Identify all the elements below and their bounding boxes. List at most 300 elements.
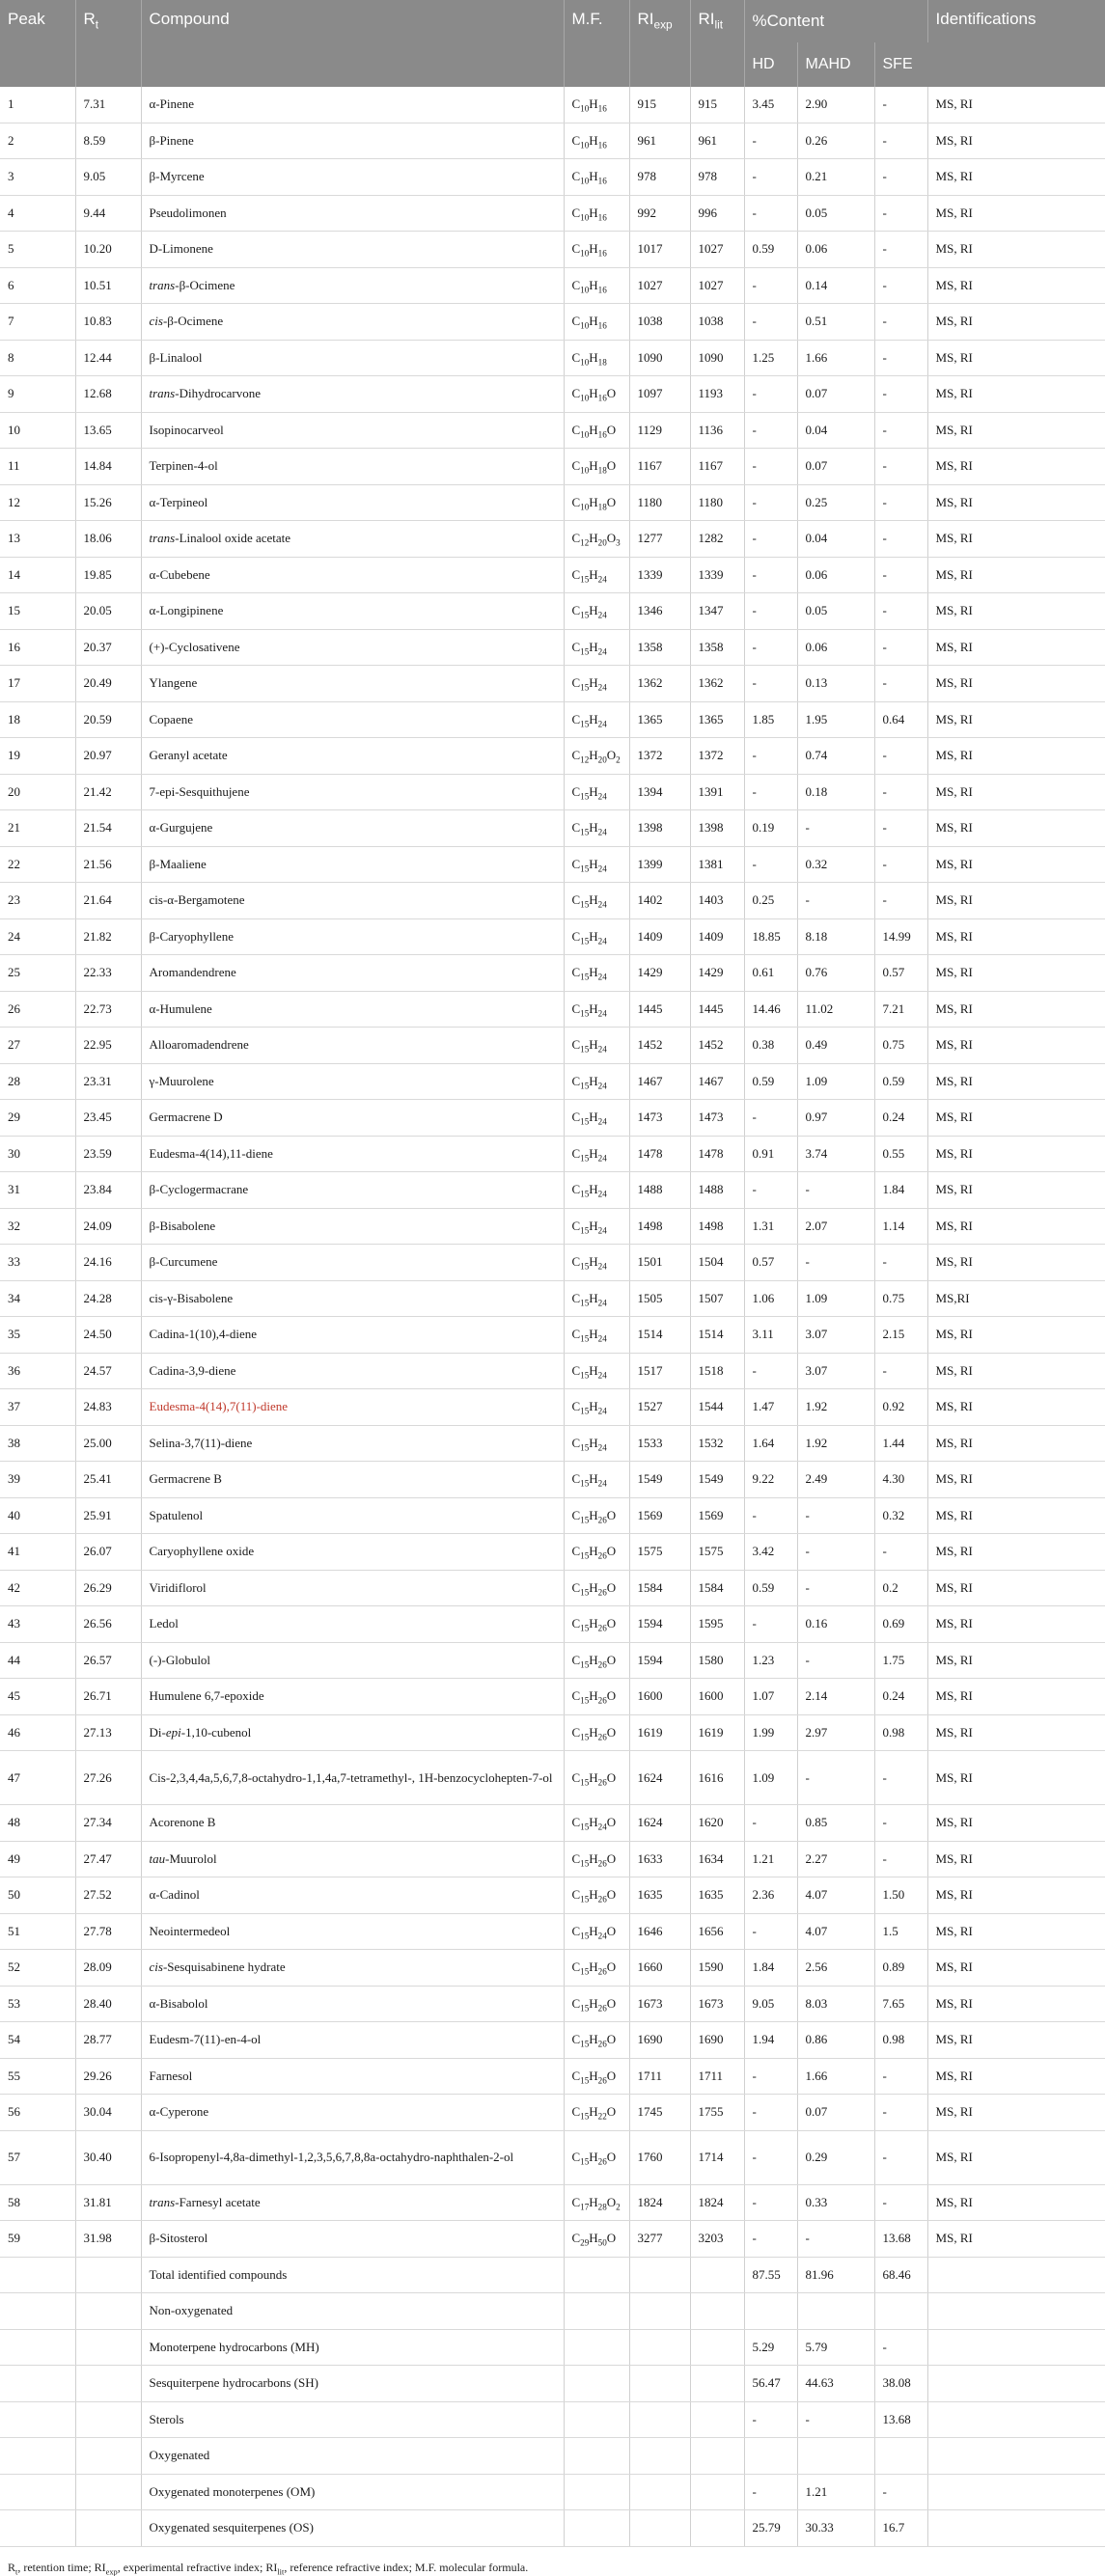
cell-compound: γ-Muurolene (141, 1063, 564, 1100)
cell-identifications: MS, RI (927, 232, 1105, 268)
cell-rt: 20.97 (75, 738, 141, 775)
cell-rt: 22.73 (75, 991, 141, 1028)
cell-mf (564, 1950, 629, 1987)
mf-count: 26 (597, 2075, 607, 2086)
cell-mahd: 81.96 (797, 2257, 874, 2293)
cell-sfe: - (874, 629, 927, 666)
cell-sfe: - (874, 774, 927, 810)
cell-rt (75, 2329, 141, 2366)
cell-compound: Cadina-3,9-diene (141, 1353, 564, 1389)
mf-count: 15 (580, 1550, 590, 1561)
mf-count: 18 (597, 357, 607, 368)
cell-mf (564, 449, 629, 485)
cell-sfe: 0.24 (874, 1100, 927, 1137)
cell-compound: Alloaromadendrene (141, 1028, 564, 1064)
table-row (0, 2401, 1105, 2438)
cell-hd: 1.94 (744, 2022, 797, 2059)
cell-ri-exp: 1180 (629, 484, 690, 521)
cell-ri-exp: 1488 (629, 1172, 690, 1209)
cell-rt: 10.83 (75, 304, 141, 341)
mf-count: 15 (580, 682, 590, 693)
cell-identifications: MS, RI (927, 1642, 1105, 1679)
cell-mf (564, 701, 629, 738)
mf-count: 24 (597, 610, 607, 620)
cell-rt: 30.40 (75, 2130, 141, 2184)
cell-ri-lit: 1600 (690, 1679, 744, 1715)
mf-element: H (589, 1815, 598, 1830)
cell-ri-exp: 915 (629, 87, 690, 123)
cell-hd: 1.85 (744, 701, 797, 738)
cell-hd: 1.25 (744, 340, 797, 376)
cell-mf (564, 1425, 629, 1462)
cell-identifications: MS, RI (927, 593, 1105, 630)
cell-ri-exp (629, 2510, 690, 2547)
cell-identifications (927, 2510, 1105, 2547)
cell-compound: α-Bisabolol (141, 1986, 564, 2022)
cell-mahd: 3.74 (797, 1136, 874, 1172)
compound-part: trans (149, 386, 176, 401)
cell-hd: - (744, 1805, 797, 1842)
cell-rt: 20.37 (75, 629, 141, 666)
table-row (0, 2130, 1105, 2184)
cell-compound: β-Sitosterol (141, 2221, 564, 2258)
cell-mf (564, 1570, 629, 1606)
mf-count: 24 (597, 1478, 607, 1489)
mf-count: 16 (597, 103, 607, 114)
cell-ri-exp: 1429 (629, 955, 690, 992)
cell-identifications: MS, RI (927, 376, 1105, 413)
cell-hd: - (744, 2095, 797, 2131)
mf-element: C (571, 1724, 581, 1740)
cell-mahd: - (797, 1172, 874, 1209)
table-header (0, 0, 1105, 87)
cell-rt: 19.85 (75, 557, 141, 593)
cell-compound: Germacrene D (141, 1100, 564, 1137)
cell-compound: Eudesm-7(11)-en-4-ol (141, 2022, 564, 2059)
cell-peak: 13 (0, 521, 75, 558)
cell-mahd: 1.09 (797, 1063, 874, 1100)
cell-rt (75, 2438, 141, 2475)
cell-identifications: MS, RI (927, 701, 1105, 738)
cell-identifications: MS, RI (927, 1950, 1105, 1987)
cell-mf (564, 593, 629, 630)
footnote-sub: exp (105, 2566, 118, 2576)
cell-mf (564, 1714, 629, 1751)
table-row (0, 1136, 1105, 1172)
cell-mahd: 1.95 (797, 701, 874, 738)
mf-element: H (589, 1471, 598, 1487)
mf-count: 15 (580, 1695, 590, 1706)
mf-element: H (589, 205, 598, 220)
cell-ri-exp: 1584 (629, 1570, 690, 1606)
cell-hd: 0.38 (744, 1028, 797, 1064)
cell-rt: 21.82 (75, 918, 141, 955)
cell-identifications: MS, RI (927, 1389, 1105, 1426)
mf-element: C (571, 928, 581, 944)
cell-rt (75, 2401, 141, 2438)
cell-peak (0, 2474, 75, 2510)
cell-identifications: MS, RI (927, 340, 1105, 376)
mf-element: H (589, 1652, 598, 1667)
mf-element: H (589, 132, 598, 148)
cell-compound (141, 304, 564, 341)
cell-identifications: MS, RI (927, 846, 1105, 883)
mf-element: C (571, 1544, 581, 1559)
cell-ri-lit: 1381 (690, 846, 744, 883)
cell-mf (564, 376, 629, 413)
cell-compound: Total identified compounds (141, 2257, 564, 2293)
cell-ri-lit: 1282 (690, 521, 744, 558)
cell-hd: 18.85 (744, 918, 797, 955)
mf-element: O (606, 1887, 617, 1903)
cell-mahd: 0.74 (797, 738, 874, 775)
cell-ri-exp: 978 (629, 159, 690, 196)
cell-identifications: MS, RI (927, 521, 1105, 558)
cell-identifications: MS, RI (927, 1751, 1105, 1805)
mf-count: 10 (580, 285, 590, 295)
compound-part: trans (149, 2194, 176, 2209)
cell-hd: - (744, 846, 797, 883)
cell-sfe: 2.15 (874, 1317, 927, 1354)
footnote-text: R (8, 2560, 16, 2574)
cell-sfe: 68.46 (874, 2257, 927, 2293)
mf-count: 15 (580, 646, 590, 657)
mf-count: 15 (580, 899, 590, 910)
cell-peak: 29 (0, 1100, 75, 1137)
mf-count: 3 (616, 537, 621, 548)
mf-count: 26 (597, 1550, 607, 1561)
cell-mahd: 8.03 (797, 1986, 874, 2022)
table-row (0, 2366, 1105, 2402)
cell-ri-lit: 1595 (690, 1606, 744, 1643)
mf-element: O (606, 2032, 617, 2047)
cell-peak (0, 2401, 75, 2438)
cell-rt: 21.64 (75, 883, 141, 919)
cell-mf (564, 1497, 629, 1534)
cell-mahd: 3.07 (797, 1317, 874, 1354)
cell-sfe (874, 2438, 927, 2475)
cell-mf (564, 484, 629, 521)
mf-element: O (606, 1579, 617, 1595)
mf-count: 15 (580, 719, 590, 729)
mf-element: C (571, 965, 581, 980)
cell-ri-exp: 1478 (629, 1136, 690, 1172)
mf-element: H (589, 1769, 598, 1785)
cell-sfe: 4.30 (874, 1462, 927, 1498)
cell-mahd: 4.07 (797, 1913, 874, 1950)
table-row (0, 2293, 1105, 2330)
cell-ri-lit (690, 2257, 744, 2293)
cell-hd: 1.06 (744, 1280, 797, 1317)
cell-mahd: 0.14 (797, 267, 874, 304)
cell-mahd: 0.07 (797, 376, 874, 413)
cell-ri-lit: 1391 (690, 774, 744, 810)
cell-ri-exp: 1398 (629, 810, 690, 847)
cell-hd: 3.42 (744, 1534, 797, 1571)
cell-compound: Humulene 6,7-epoxide (141, 1679, 564, 1715)
cell-mahd: 0.06 (797, 629, 874, 666)
cell-peak: 19 (0, 738, 75, 775)
cell-identifications: MS, RI (927, 557, 1105, 593)
cell-identifications: MS, RI (927, 1353, 1105, 1389)
mf-element: C (571, 1218, 581, 1233)
cell-mf (564, 1100, 629, 1137)
cell-compound: β-Linalool (141, 340, 564, 376)
cell-mahd: 1.92 (797, 1389, 874, 1426)
cell-mahd: 0.32 (797, 846, 874, 883)
col-header-compound: Compound (141, 0, 564, 87)
cell-mf (564, 1679, 629, 1715)
mf-count: 15 (580, 2111, 590, 2122)
cell-ri-exp: 1339 (629, 557, 690, 593)
mf-element: H (589, 892, 598, 908)
cell-hd: - (744, 738, 797, 775)
cell-hd: 1.23 (744, 1642, 797, 1679)
mf-count: 24 (597, 827, 607, 837)
table-row (0, 1497, 1105, 1534)
mf-count: 15 (580, 610, 590, 620)
cell-identifications: MS, RI (927, 304, 1105, 341)
mf-count: 10 (580, 320, 590, 331)
mf-count: 15 (580, 1478, 590, 1489)
cell-hd: 87.55 (744, 2257, 797, 2293)
mf-element: H (589, 1037, 598, 1053)
cell-compound: β-Pinene (141, 123, 564, 159)
compound-part: -Sesquisabinene hydrate (162, 1959, 286, 1975)
cell-mahd: 0.04 (797, 521, 874, 558)
cell-mf (564, 846, 629, 883)
cell-hd: - (744, 2221, 797, 2258)
cell-hd: 0.61 (744, 955, 797, 992)
mf-element: C (571, 711, 581, 726)
cell-sfe: 14.99 (874, 918, 927, 955)
mf-element: C (571, 748, 581, 763)
mf-element: C (571, 531, 581, 546)
cell-peak: 39 (0, 1462, 75, 1498)
mf-count: 2 (616, 2202, 621, 2212)
cell-mf (564, 267, 629, 304)
table-row (0, 883, 1105, 919)
mf-element: C (571, 132, 581, 148)
cell-identifications (927, 2329, 1105, 2366)
cell-ri-lit: 1504 (690, 1245, 744, 1281)
table-row (0, 738, 1105, 775)
cell-peak: 51 (0, 1913, 75, 1950)
mf-element: C (571, 277, 581, 292)
cell-peak: 24 (0, 918, 75, 955)
mf-element: C (571, 1688, 581, 1704)
cell-identifications: MS, RI (927, 1425, 1105, 1462)
cell-ri-lit (690, 2329, 744, 2366)
cell-compound (141, 267, 564, 304)
cell-mahd: 2.49 (797, 1462, 874, 1498)
cell-mf (564, 1280, 629, 1317)
cell-ri-exp: 992 (629, 195, 690, 232)
cell-compound: α-Pinene (141, 87, 564, 123)
table-row (0, 774, 1105, 810)
cell-rt: 26.57 (75, 1642, 141, 1679)
cell-mf (564, 340, 629, 376)
mf-count: 15 (580, 2156, 590, 2167)
cell-mf (564, 1751, 629, 1805)
mf-element: O (606, 494, 617, 509)
mf-element: H (589, 2032, 598, 2047)
cell-mf (564, 629, 629, 666)
cell-ri-lit (690, 2438, 744, 2475)
ri-exp-sub: exp (653, 17, 673, 32)
cell-rt: 25.91 (75, 1497, 141, 1534)
cell-hd: - (744, 449, 797, 485)
cell-rt: 9.05 (75, 159, 141, 196)
mf-element: C (571, 2032, 581, 2047)
cell-sfe: 1.84 (874, 1172, 927, 1209)
mf-count: 20 (597, 537, 607, 548)
mf-element: H (589, 1887, 598, 1903)
cell-peak: 48 (0, 1805, 75, 1842)
mf-count: 10 (580, 103, 590, 114)
cell-peak: 47 (0, 1751, 75, 1805)
compound-part: -Linalool oxide acetate (175, 531, 291, 546)
cell-mf (564, 1063, 629, 1100)
cell-hd: 1.84 (744, 1950, 797, 1987)
cell-mf (564, 955, 629, 992)
cell-mf (564, 991, 629, 1028)
cell-sfe: - (874, 1751, 927, 1805)
mf-element: C (571, 1959, 581, 1975)
cell-mahd: 0.26 (797, 123, 874, 159)
cell-sfe: - (874, 159, 927, 196)
cell-peak: 23 (0, 883, 75, 919)
cell-identifications (927, 2257, 1105, 2293)
cell-hd: 0.91 (744, 1136, 797, 1172)
cell-mf (564, 810, 629, 847)
cell-ri-exp (629, 2474, 690, 2510)
mf-count: 24 (597, 1261, 607, 1272)
cell-mf (564, 412, 629, 449)
cell-sfe: - (874, 123, 927, 159)
cell-rt: 31.98 (75, 2221, 141, 2258)
cell-peak (0, 2438, 75, 2475)
cell-mahd (797, 2438, 874, 2475)
cell-rt: 26.56 (75, 1606, 141, 1643)
cell-hd: 0.59 (744, 1570, 797, 1606)
cell-identifications (927, 2474, 1105, 2510)
cell-hd: 3.11 (744, 1317, 797, 1354)
cell-mf (564, 1913, 629, 1950)
cell-identifications: MS, RI (927, 87, 1105, 123)
mf-count: 15 (580, 1623, 590, 1633)
cell-identifications: MS, RI (927, 449, 1105, 485)
mf-count: 24 (597, 1931, 607, 1941)
cell-hd: - (744, 2058, 797, 2095)
cell-rt: 29.26 (75, 2058, 141, 2095)
table-row (0, 666, 1105, 702)
cell-compound: α-Humulene (141, 991, 564, 1028)
cell-ri-lit: 1429 (690, 955, 744, 992)
cell-mf (564, 1245, 629, 1281)
col-header-content: %Content (744, 0, 927, 42)
mf-element: C (571, 1652, 581, 1667)
cell-mahd: 0.29 (797, 2130, 874, 2184)
mf-count: 10 (580, 502, 590, 512)
compound-part: cis (149, 314, 163, 329)
compound-part: -Muurolol (165, 1850, 217, 1866)
cell-peak: 21 (0, 810, 75, 847)
cell-sfe: - (874, 2329, 927, 2366)
cell-peak: 12 (0, 484, 75, 521)
cell-ri-lit: 1398 (690, 810, 744, 847)
cell-rt: 18.06 (75, 521, 141, 558)
mf-element: C (571, 856, 581, 871)
table-row (0, 2257, 1105, 2293)
cell-identifications: MS, RI (927, 1136, 1105, 1172)
cell-mf (564, 2221, 629, 2258)
cell-ri-lit: 1027 (690, 267, 744, 304)
cell-ri-lit: 961 (690, 123, 744, 159)
table-row (0, 1679, 1105, 1715)
mf-element: H (589, 2194, 598, 2209)
cell-peak: 17 (0, 666, 75, 702)
cell-rt: 20.59 (75, 701, 141, 738)
footnote-text: , retention time; RI (17, 2560, 106, 2574)
cell-ri-exp: 1635 (629, 1877, 690, 1914)
cell-mf (564, 232, 629, 268)
mf-element: O (606, 1959, 617, 1975)
col-header-mf: M.F. (564, 0, 629, 87)
cell-sfe: - (874, 267, 927, 304)
cell-peak: 27 (0, 1028, 75, 1064)
cell-rt: 26.29 (75, 1570, 141, 1606)
mf-count: 15 (580, 1370, 590, 1381)
mf-element: O (606, 1507, 617, 1522)
mf-element: H (589, 965, 598, 980)
cell-identifications (927, 2438, 1105, 2475)
mf-element: C (571, 892, 581, 908)
mf-element: H (589, 820, 598, 836)
cell-mahd: 0.21 (797, 159, 874, 196)
mf-element: O (606, 422, 617, 437)
cell-hd: 0.59 (744, 232, 797, 268)
mf-element: C (571, 1327, 581, 1342)
cell-ri-exp: 1594 (629, 1642, 690, 1679)
mf-count: 10 (580, 176, 590, 186)
mf-count: 26 (597, 1587, 607, 1598)
mf-count: 15 (580, 863, 590, 874)
mf-count: 26 (597, 1659, 607, 1670)
mf-element: O (606, 2104, 617, 2120)
cell-mf (564, 2022, 629, 2059)
mf-element: C (571, 603, 581, 618)
cell-mahd: 0.05 (797, 195, 874, 232)
mf-count: 16 (597, 393, 607, 403)
mf-element: C (571, 1362, 581, 1378)
cell-compound: Pseudolimonen (141, 195, 564, 232)
mf-element: O (606, 1815, 617, 1830)
cell-identifications: MS, RI (927, 2095, 1105, 2131)
cell-rt: 23.45 (75, 1100, 141, 1137)
mf-count: 26 (597, 1732, 607, 1742)
cell-rt: 21.56 (75, 846, 141, 883)
cell-hd: 0.19 (744, 810, 797, 847)
cell-mahd: 0.07 (797, 449, 874, 485)
cell-ri-lit: 1634 (690, 1841, 744, 1877)
cell-hd: - (744, 2184, 797, 2221)
cell-rt: 31.81 (75, 2184, 141, 2221)
cell-mf (564, 2184, 629, 2221)
table-row (0, 1534, 1105, 1571)
cell-ri-exp (629, 2366, 690, 2402)
cell-compound: α-Terpineol (141, 484, 564, 521)
